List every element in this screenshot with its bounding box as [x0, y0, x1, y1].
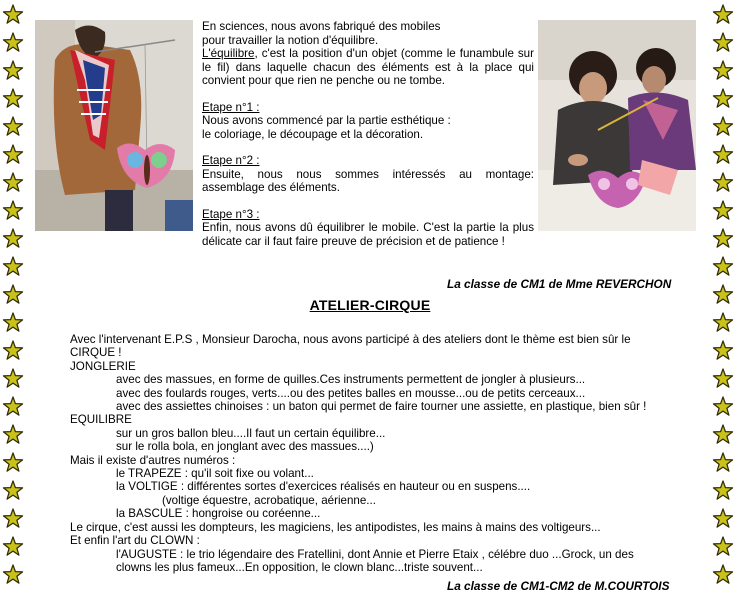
star-icon [2, 564, 24, 586]
star-icon [2, 424, 24, 446]
star-icon [712, 536, 734, 558]
star-icon [2, 172, 24, 194]
equilibre-item-2: sur le rolla bola, en jonglant avec des massues....) [116, 440, 374, 454]
star-icon [2, 228, 24, 250]
star-icon [2, 32, 24, 54]
star-icon [712, 312, 734, 334]
star-icon [712, 88, 734, 110]
signature-cm1: La classe de CM1 de Mme REVERCHON [447, 277, 672, 291]
clown-line: Et enfin l'art du CLOWN : [70, 534, 200, 548]
intro-line-1: En sciences, nous avons fabriqué des mobiles [202, 20, 441, 33]
definition-term: L'équilibre [202, 47, 255, 60]
photo-child-with-mobile [35, 20, 193, 231]
intro-line-2: pour travailler la notion d'équilibre. [202, 33, 379, 47]
voltige-line: la VOLTIGE : différentes sortes d'exercices réalisés en hauteur ou en suspens.... [116, 480, 531, 494]
star-icon [712, 480, 734, 502]
photo-children-at-table [538, 20, 696, 231]
bascule-line: la BASCULE : hongroise ou coréenne... [116, 507, 321, 521]
star-icon [2, 508, 24, 530]
atelier-title: ATELIER-CIRQUE [309, 297, 431, 313]
step-2-line-1: Ensuite, nous nous sommes intéressés au montage: assemblage des éléments. [202, 167, 534, 194]
definition-text: , c'est la position d'un objet (comme le funambule sur le fil) dans laquelle chacun des éléments est à la place qui convient pour que rien ne penche ou ne tombe. [202, 47, 534, 87]
star-icon [712, 172, 734, 194]
trapeze-line: le TRAPEZE : qu'il soit fixe ou volant... [116, 467, 314, 481]
star-icon [712, 340, 734, 362]
star-icon [2, 480, 24, 502]
voltige-line-2: (voltige équestre, acrobatique, aérienne... [162, 493, 376, 507]
jonglerie-item-3: avec des assiettes chinoises : un baton qui permet de faire tourner une assiette, en plastique, bien sûr ! [116, 400, 647, 414]
star-icon [2, 536, 24, 558]
star-icon [712, 144, 734, 166]
star-icon [2, 144, 24, 166]
star-icon [2, 396, 24, 418]
star-icon [712, 256, 734, 278]
circus-intro-line-1: Avec l'intervenant E.P.S , Monsieur Darocha, nous avons participé à des ateliers dont le thème est bien sûr le [70, 333, 631, 346]
star-icon [2, 200, 24, 222]
star-icon [712, 200, 734, 222]
star-icon [2, 312, 24, 334]
circus-intro-line-2: CIRQUE ! [70, 346, 122, 360]
auguste-line-2: clowns les plus fameux...En opposition, le clown blanc...triste souvent... [116, 560, 483, 574]
star-icon [712, 396, 734, 418]
star-icon [2, 256, 24, 278]
step-1-line-1: Nous avons commencé par la partie esthétique : [202, 114, 451, 127]
auguste-line-1: l'AUGUSTE : le trio légendaire des Fratellini, dont Annie et Pierre Etaix , célébre duo ...Grock, un des [116, 547, 634, 561]
star-icon [712, 60, 734, 82]
star-icon [712, 508, 734, 530]
signature-cm1-cm2: La classe de CM1-CM2 de M.COURTOIS [447, 579, 670, 593]
star-icon [712, 368, 734, 390]
jonglerie-item-2: avec des foulards rouges, verts....ou des petites balles en mousse...ou de petits cerceaux... [116, 386, 586, 400]
star-icon [2, 88, 24, 110]
star-icon [712, 116, 734, 138]
star-icon [712, 452, 734, 474]
star-icon [712, 424, 734, 446]
heading-jonglerie: JONGLERIE [70, 359, 136, 373]
heading-equilibre: EQUILIBRE [70, 413, 132, 427]
step-1-line-2: le coloriage, le découpage et la décoration. [202, 127, 424, 141]
step-2-label: Etape n°2 : [202, 154, 260, 167]
star-icon [2, 368, 24, 390]
definition-paragraph [202, 47, 534, 88]
star-icon [712, 4, 734, 26]
circus-text-block [70, 333, 700, 574]
equilibre-item-1: sur un gros ballon bleu....Il faut un certain équilibre... [116, 426, 386, 440]
star-icon [712, 228, 734, 250]
star-icon [712, 32, 734, 54]
star-icon [2, 60, 24, 82]
mobiles-text-block [202, 20, 534, 248]
star-icon [2, 4, 24, 26]
step-3-line-1: Enfin, nous avons dû équilibrer le mobile. C'est la partie la plus délicate car il faut faire preuve de précision et de patience ! [202, 221, 534, 248]
jonglerie-item-1: avec des massues, en forme de quilles.Ces instruments permettent de jongler à plusieurs... [116, 373, 586, 387]
step-3-label: Etape n°3 : [202, 207, 260, 221]
step-1-label: Etape n°1 : [202, 100, 260, 114]
star-icon [2, 340, 24, 362]
autres-numeros-line: Mais il existe d'autres numéros : [70, 453, 236, 467]
cirque-line: Le cirque, c'est aussi les dompteurs, les magiciens, les antipodistes, les mains à mains des voltigeurs... [70, 520, 601, 534]
star-icon [712, 564, 734, 586]
star-icon [2, 116, 24, 138]
star-icon [2, 452, 24, 474]
